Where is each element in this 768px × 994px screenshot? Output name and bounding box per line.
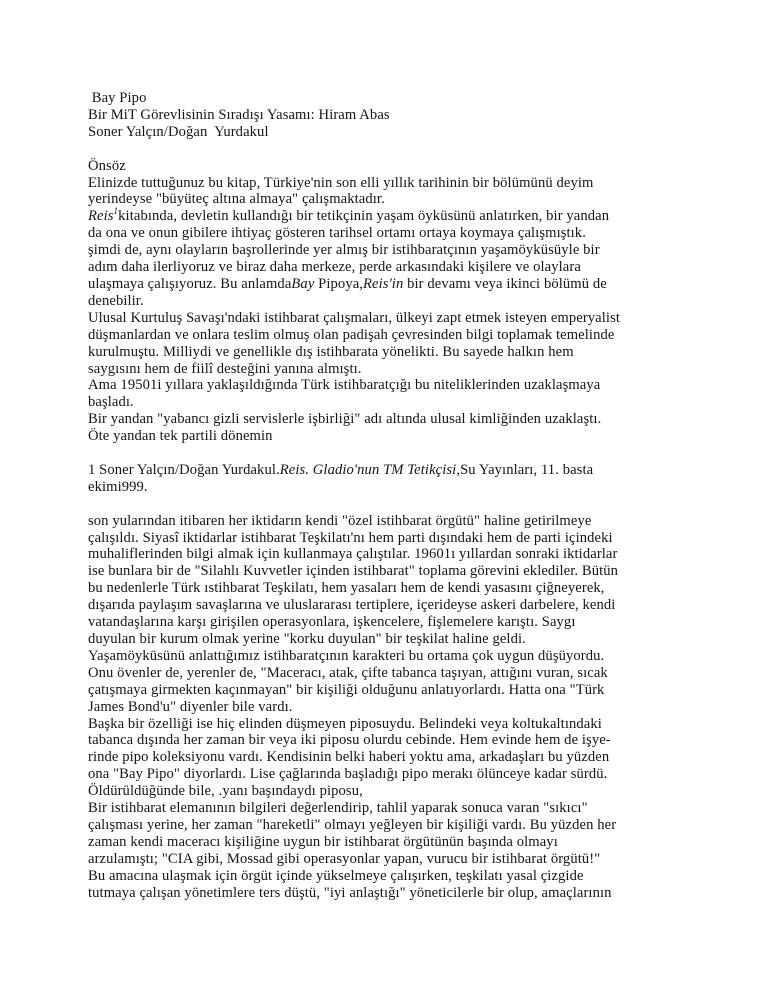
text-line: çalışıldı. Siyasî iktidarlar istihbarat Teşkilatı'nı hem parti dışındaki hem de parti içindeki <box>88 529 613 546</box>
text-line: rinde pipo koleksiyonu vardı. Kendisinin belki haberi yoktu ama, arkadaşları bu yüzden <box>88 749 610 766</box>
text-line: ekimi999. <box>88 478 148 495</box>
text-line: Yaşamöyküsünü anlattığımız istihbaratçının karakteri bu ortama çok uygun düşüyordu. <box>88 647 605 664</box>
text-line: duyulan bir kurum olmak yerine "korku duyulan" bir teşkilat haline geldi. <box>88 631 526 647</box>
text-segment: ulaşmaya çalışıyoruz. Bu anlamda <box>88 275 292 292</box>
text-line: Bir istihbarat elemanının bilgileri değerlendirip, tahlil yaparak sonuca varan "sıkıcı" <box>88 800 588 817</box>
text-line: muhaliflerinden bilgi almak için kullanmaya çalıştılar. 19601ı yıllardan sonraki iktidarlar <box>88 546 618 563</box>
text-line: bu nedenlerle Türk ıstihbarat Teşkilatı, hem yasaları hem de kendi yasasını çiğneyerek, <box>88 580 605 597</box>
text-line: saygısını hem de fiilî desteğini yanına almıştı. <box>88 360 362 377</box>
text-line: ise bunlara bir de "Silahlı Kuvvetler içinden istihbarat" toplama görevini eklediler. Bütün <box>88 563 619 580</box>
text-line: Bu amacına ulaşmak için örgüt içinde yükselmeye çalışırken, teşkilatı yasal çizgide <box>88 867 584 884</box>
text-line: Başka bir özelliği ise hiç elinden düşmeyen piposuydu. Belindeki veya koltukaltındaki <box>88 715 602 732</box>
italic-text-segment: Reis <box>88 208 114 225</box>
italic-text-segment: Reis. Gladio'nun TM Tetikçisi, <box>279 461 461 478</box>
text-line <box>88 462 738 479</box>
text-line: yerindeyse "büyüteç altına almaya" çalışmaktadır. <box>88 191 385 208</box>
text-line: son yularından itibaren her iktidarın kendi "özel istihbarat örgütü" haline getirilmeye <box>88 512 592 529</box>
text-line <box>88 496 738 513</box>
text-line <box>88 445 738 462</box>
text-line: Elinizde tuttuğunuz bu kitap, Türkiye'nin son elli yıllık tarihinin bir bölümünü deyim <box>88 174 594 191</box>
text-line: zaman kendi maceracı kişiliğine uygun bir istihbarat örgütünün başında olmayı <box>88 833 558 850</box>
text-segment: bir devamı veya ikinci bölümü de <box>403 275 607 292</box>
text-segment: 1 Soner Yalçın/Doğan Yurdakul. <box>88 461 280 478</box>
text-line: şimdi de, aynı olayların başrollerinde yer almış bir istihbaratçının yaşamöyküsüyle bir <box>88 242 600 259</box>
text-line <box>88 208 738 225</box>
text-line: Bir MiT Görevlisinin Sıradışı Yasamı: Hiram Abas <box>88 106 390 123</box>
text-line: kurulmuştu. Milliydi ve genellikle dış istihbarata yönelikti. Bu sayede halkın hem <box>88 343 574 360</box>
text-line: adım daha ilerliyoruz ve biraz daha merkeze, perde arkasındaki kişilere ve olaylara <box>88 259 581 276</box>
text-line: tutmaya çalışan yönetimlere ters düştü, "iyi anlaştığı" yöneticilerle bir olup, amaçlarının <box>88 884 612 901</box>
text-line: çatışmaya girmekten kaçınmayan" bir kişiliği olduğunu anlatıyorlardı. Hatta ona "Türk <box>88 681 605 698</box>
text-line: tabanca dışında her zaman bir veya iki piposu olurdu cebinde. Hem evinde hem de işye- <box>88 732 611 749</box>
text-block <box>88 90 738 902</box>
text-line: Öldürüldüğünde bile, .yanı başındaydı piposu, <box>88 783 363 800</box>
text-line: Bay Pipo <box>88 90 147 106</box>
text-line: denebilir. <box>88 292 144 309</box>
text-segment: kitabında, devletin kullandığı bir tetikçinin yaşam öyküsünü anlatırken, bir yandan <box>118 208 610 225</box>
text-line: James Bond'u" diyenler bile vardı. <box>88 698 293 715</box>
footnote-marker: 1 <box>113 206 119 217</box>
text-line <box>88 141 738 158</box>
text-line: Soner Yalçın/Doğan Yurdakul <box>88 123 269 140</box>
text-line: Önsöz <box>88 157 126 174</box>
text-line: başladı. <box>88 394 134 411</box>
text-segment: Pipoya, <box>314 275 364 292</box>
text-line <box>88 276 738 293</box>
text-line: da ona ve onun gibilere ihtiyaç gösteren tarihsel ortamı ortaya koymaya çalışmıştık. <box>88 225 586 242</box>
text-line: vatandaşlarına karşı girişilen operasyonlara, işkencelere, fişlemelere karıştı. Saygı <box>88 614 576 631</box>
text-line: ona "Bay Pipo" diyorlardı. Lise çağlarında başladığı pipo merakı ölünceye kadar sürdü. <box>88 766 608 783</box>
text-line: Ama 19501i yıllara yaklaşıldığında Türk istihbaratçığı bu niteliklerinden uzaklaşmaya <box>88 377 601 394</box>
text-line: Onu övenler de, yerenler de, "Maceracı, atak, çifte tabanca taşıyan, attığını vuran, sıcak <box>88 664 608 681</box>
text-line: dışarıda paylaşım savaşlarına ve uluslararası tertiplere, içerideyse askeri darbelere, kendi <box>88 597 616 614</box>
text-line: Öte yandan tek partili dönemin <box>88 428 273 445</box>
text-line: düşmanlardan ve onlara teslim olmuş olan padişah çevresinden bilgi toplamak temelinde <box>88 326 615 343</box>
text-line: arzulamıştı; "CIA gibi, Mossad gibi operasyonlar yapan, vurucu bir istihbarat örgütü!" <box>88 850 601 867</box>
text-line: çalışması yerine, her zaman "hareketli" olmayı yeğleyen bir kişiliği vardı. Bu yüzden her <box>88 816 617 833</box>
text-segment: Su Yayınları, 11. basta <box>460 461 594 478</box>
text-line: Bir yandan "yabancı gizli servislerle işbirliği" adı altında ulusal kimliğinden uzaklaştı. <box>88 411 602 428</box>
italic-text-segment: Reis'in <box>363 275 404 292</box>
text-line: Ulusal Kurtuluş Savaşı'ndaki istihbarat çalışmaları, ülkeyi zapt etmek isteyen emperyalist <box>88 309 621 326</box>
italic-text-segment: Bay <box>291 275 315 292</box>
